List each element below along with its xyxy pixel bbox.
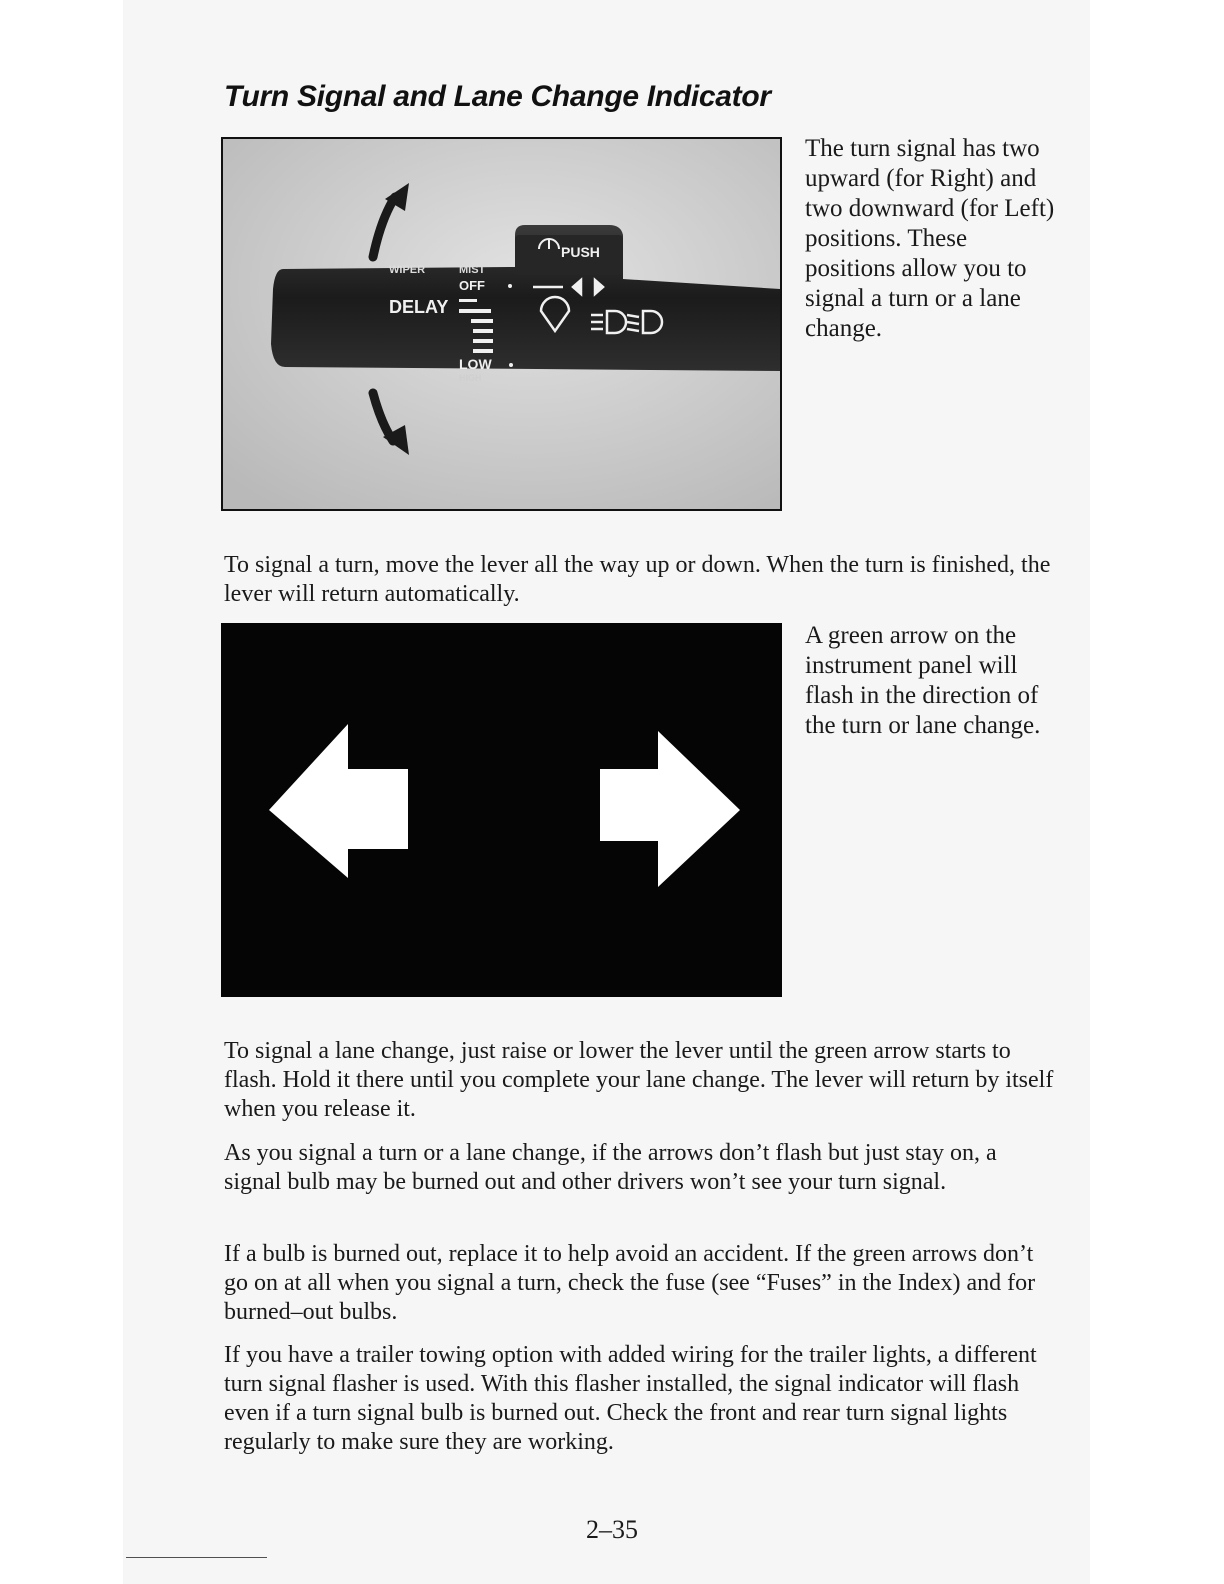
delay-label: DELAY bbox=[389, 297, 449, 317]
indicator-arrows-illustration bbox=[221, 623, 782, 997]
side-text-turn-signal-positions: The turn signal has two upward (for Right) and two downward (for Left) positions. These positions allow you to signal a turn or a lane change. bbox=[805, 135, 1055, 342]
turn-signal-lever-figure bbox=[221, 137, 782, 511]
side-text-green-arrow: A green arrow on the instrument panel will flash in the direction of the turn or lane change. bbox=[805, 622, 1041, 739]
mist-label: MIST bbox=[459, 264, 486, 276]
page-number: 2–35 bbox=[586, 1515, 638, 1544]
paragraph-lane-change: To signal a lane change, just raise or lower the lever until the green arrow starts to flash. Hold it there until you complete your lane change. The lever will return by itself when you release it. bbox=[224, 1038, 1054, 1122]
turn-indicator-arrows-figure bbox=[221, 623, 782, 997]
wiper-label: WIPER bbox=[389, 264, 426, 276]
section-heading: Turn Signal and Lane Change Indicator bbox=[224, 80, 771, 113]
paragraph-arrows-stay-on: As you signal a turn or a lane change, if the arrows don’t flash but just stay on, a signal bulb may be burned out and other drivers won’t see your turn signal. bbox=[224, 1140, 997, 1195]
footer-rule bbox=[126, 1557, 267, 1558]
low-label: LOW bbox=[459, 356, 492, 372]
push-label: PUSH bbox=[561, 244, 600, 260]
paragraph-bulb-burned-out: If a bulb is burned out, replace it to help avoid an accident. If the green arrows don’t go on at all when you signal a turn, check the fuse (see “Fuses” in the Index) and for burned–out bulbs. bbox=[224, 1241, 1036, 1325]
paragraph-signal-turn: To signal a turn, move the lever all the way up or down. When the turn is finished, the lever will return automatically. bbox=[224, 552, 1051, 607]
lever-illustration bbox=[223, 139, 780, 509]
high-label: HIGH bbox=[459, 373, 482, 383]
paragraph-trailer-towing: If you have a trailer towing option with added wiring for the trailer lights, a different turn signal flasher is used. With this flasher installed, the signal indicator will flash even if a turn signal bulb is burned out. Check the front and rear turn signal lights regularly to make sure they are working. bbox=[224, 1342, 1037, 1455]
off-label: OFF bbox=[459, 278, 485, 293]
